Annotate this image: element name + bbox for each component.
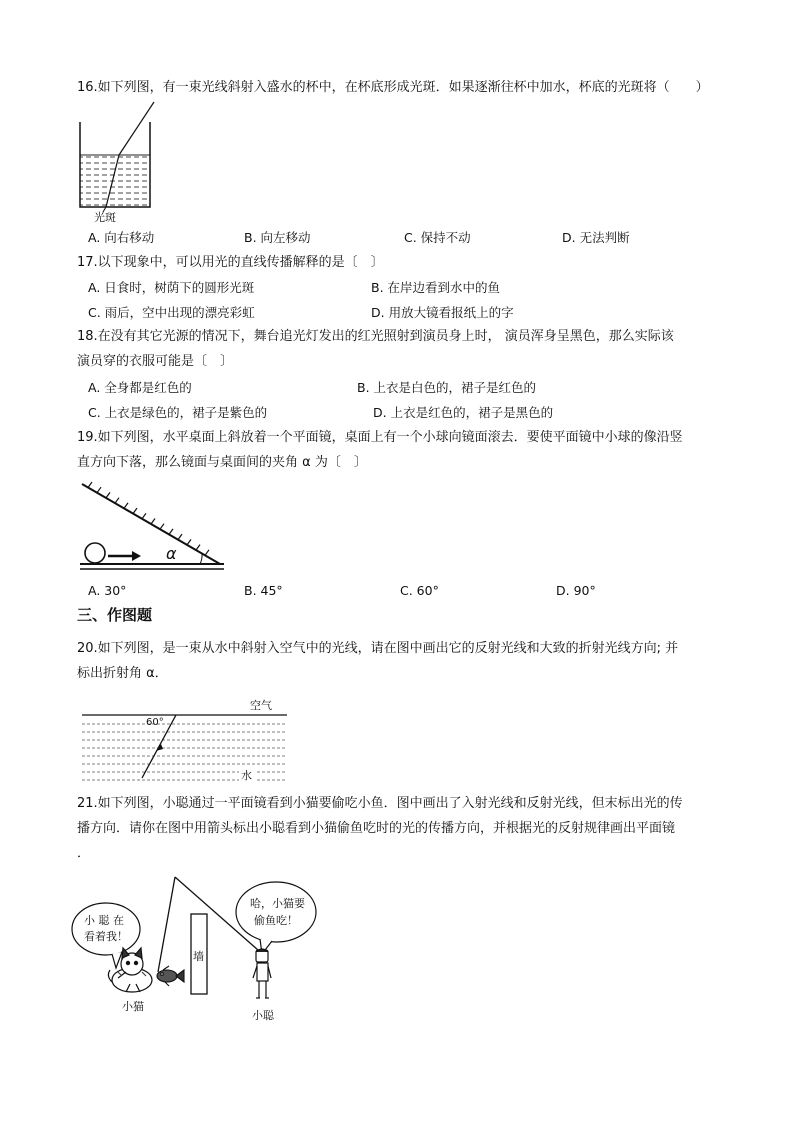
q21-boy-label: 小聪	[252, 1009, 274, 1022]
q19-option-a[interactable]: A. 30°	[88, 583, 127, 598]
q16-stem: 16.如下列图，有一束光线斜射入盛水的杯中，在杯底形成光斑．如果逐渐往杯中加水，杯底的光斑将（ ）	[77, 80, 709, 95]
q18-option-c[interactable]: C. 上衣是绿色的，裙子是紫色的	[88, 405, 268, 420]
q19-stem-line1: 19.如下列图，水平桌面上斜放着一个平面镜，桌面上有一个小球向镜面滚去．要使平面镜中小球的像沿竖	[77, 430, 683, 445]
q18-option-b[interactable]: B. 上衣是白色的，裙子是红色的	[357, 380, 537, 395]
q16-option-a[interactable]: A. 向右移动	[88, 230, 155, 245]
q20-air-label: 空气	[250, 699, 272, 712]
q20-angle-label: 60°	[146, 717, 164, 728]
q19-arrowhead	[132, 551, 141, 561]
q16-water	[80, 155, 150, 207]
q20-stem-line1: 20.如下列图，是一束从水中斜射入空气中的光线，请在图中画出它的反射光线和大致的折射光线方向; 并	[77, 641, 679, 656]
q18-option-a[interactable]: A. 全身都是红色的	[88, 380, 192, 395]
q21-wall-label: 墙	[193, 950, 204, 963]
q19-mirror-hatching	[88, 482, 209, 555]
q18-stem-line2: 演员穿的衣服可能是〔 〕	[77, 354, 234, 369]
q19-option-d[interactable]: D. 90°	[556, 583, 596, 598]
q19-option-c[interactable]: C. 60°	[400, 583, 439, 598]
q21-left-bubble	[72, 903, 140, 955]
q17-option-d[interactable]: D. 用放大镜看报纸上的字	[371, 305, 514, 320]
q16-figure	[70, 100, 190, 225]
section-title: 三、作图题	[77, 606, 153, 624]
q18-stem-line1: 18.在没有其它光源的情况下，舞台追光灯发出的红光照射到演员身上时， 演员浑身呈黑色，那么实际该	[77, 329, 674, 344]
q21-stem-line1: 21.如下列图，小聪通过一平面镜看到小猫要偷吃小鱼．图中画出了入射光线和反射光线，但末标出光的传	[77, 796, 683, 811]
q21-cat-label: 小猫	[122, 1000, 144, 1013]
q21-right-bubble-line2: 偷鱼吃！	[254, 914, 298, 927]
q21-figure	[70, 872, 340, 1032]
q17-option-c[interactable]: C. 雨后，空中出现的漂亮彩虹	[88, 305, 255, 320]
q17-option-a[interactable]: A. 日食时，树荫下的圆形光斑	[88, 280, 255, 295]
q19-stem-line2: 直方向下落，那么镜面与桌面间的夹角 α 为〔 〕	[77, 455, 367, 470]
q16-option-b[interactable]: B. 向左移动	[244, 230, 311, 245]
q21-fish-icon	[157, 966, 184, 986]
q16-option-c[interactable]: C. 保持不动	[404, 230, 471, 245]
q19-option-b[interactable]: B. 45°	[244, 583, 283, 598]
q19-figure	[78, 480, 228, 575]
q19-ball	[85, 543, 105, 563]
q21-boy-icon	[253, 949, 271, 998]
q21-left-bubble-line2: 看着我！	[84, 930, 128, 943]
q21-left-bubble-line1: 小 聪 在	[84, 914, 124, 927]
q16-incident-ray	[119, 102, 154, 155]
q21-right-bubble-line1: 哈，小猫要	[250, 897, 305, 910]
q20-stem-line2: 标出折射角 α．	[77, 666, 168, 681]
q20-water-label: 水	[241, 769, 252, 782]
q16-spot-label: 光斑	[94, 211, 116, 224]
q21-incident-ray	[158, 877, 175, 972]
q21-stem-line3: ．	[77, 846, 91, 861]
q17-option-b[interactable]: B. 在岸边看到水中的鱼	[371, 280, 501, 295]
q21-right-bubble	[236, 882, 316, 942]
q18-option-d[interactable]: D. 上衣是红色的，裙子是黑色的	[373, 405, 554, 420]
q21-stem-line2: 播方向．请你在图中用箭头标出小聪看到小猫偷鱼吃时的光的传播方向，并根据光的反射规律画出平面镜	[77, 821, 676, 836]
q16-option-d[interactable]: D. 无法判断	[562, 230, 630, 245]
q20-figure	[82, 694, 294, 784]
q19-angle-label: α	[166, 544, 177, 563]
q19-angle-arc	[200, 554, 202, 565]
q17-stem: 17.以下现象中，可以用光的直线传播解释的是〔 〕	[77, 255, 384, 270]
